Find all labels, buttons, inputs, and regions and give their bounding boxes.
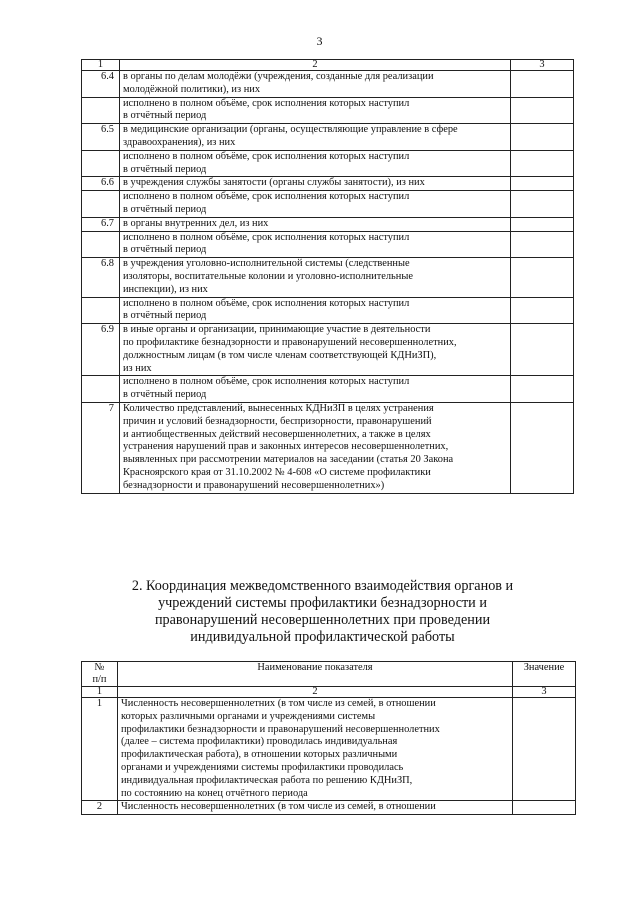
table-numbering-row — [82, 687, 576, 698]
row-value — [511, 191, 574, 218]
row-value — [511, 97, 574, 124]
row-text: исполнено в полном объёме, срок исполнения которых наступил в отчётный период — [120, 97, 511, 124]
table-column-header-row — [82, 662, 576, 687]
table-row — [82, 231, 574, 258]
row-number: 2 — [82, 801, 118, 815]
row-text: исполнено в полном объёме, срок исполнения которых наступил в отчётный период — [120, 191, 511, 218]
row-number: 6.7 — [82, 217, 120, 231]
table-row — [82, 150, 574, 177]
table-row — [82, 801, 576, 815]
row-text: в органы внутренних дел, из них — [120, 217, 511, 231]
row-number — [82, 97, 120, 124]
table-row — [82, 217, 574, 231]
row-value — [511, 402, 574, 493]
row-number: 1 — [82, 698, 118, 801]
row-number — [82, 150, 120, 177]
row-number — [82, 191, 120, 218]
row-text: в иные органы и организации, принимающие участие в деятельности по профилактике безнадзорности и правонарушений несовершеннолетних, должностным лицам (в том числе членам соответствующей КДНиЗП), из них — [120, 324, 511, 376]
header-col-1: 1 — [82, 60, 120, 71]
table-row — [82, 698, 576, 801]
table-row — [82, 71, 574, 98]
table-row — [82, 97, 574, 124]
table-header-row — [82, 60, 574, 71]
row-value — [511, 324, 574, 376]
row-text: в учреждения уголовно-исполнительной системы (следственные изоляторы, воспитательные колонии и уголовно-исполнительные инспекции), из них — [120, 258, 511, 297]
row-text: в учреждения службы занятости (органы службы занятости), из них — [120, 177, 511, 191]
col-header-value: Значение — [513, 662, 576, 687]
page-number: 3 — [316, 34, 323, 48]
row-text: Численность несовершеннолетних (в том числе из семей, в отношении которых различными органами и учреждениями системы профилактики безнадзорности и правонарушений несовершеннолетних (далее – система профилактики) проводилась индивидуальная профилактическая работа), в отношении которых различными органами и учреждениями системы профилактики проводилась индивидуальная профилактическая работа по решению КДНиЗП, по состоянию на конец отчётного периода — [118, 698, 513, 801]
report-table-part2 — [81, 661, 576, 815]
row-text: исполнено в полном объёме, срок исполнения которых наступил в отчётный период — [120, 231, 511, 258]
table-row — [82, 402, 574, 493]
numbering-col-3: 3 — [513, 687, 576, 698]
numbering-col-2: 2 — [118, 687, 513, 698]
report-table-part1 — [81, 59, 574, 494]
row-value — [511, 297, 574, 324]
row-text: Количество представлений, вынесенных КДНиЗП в целях устранения причин и условий безнадзорности, беспризорности, правонарушений и антиобщественных действий несовершеннолетних, а также в целях устранения нарушений прав и законных интересов несовершеннолетних, выявленных при рассмотрении материалов на заседании (статья 20 Закона Красноярского края от 31.10.2002 № 4-608 «О системе профилактики безнадзорности и правонарушений несовершеннолетних») — [120, 402, 511, 493]
row-number — [82, 297, 120, 324]
row-text: в органы по делам молодёжи (учреждения, созданные для реализации молодёжной политики), из них — [120, 71, 511, 98]
table-row — [82, 297, 574, 324]
row-text: исполнено в полном объёме, срок исполнения которых наступил в отчётный период — [120, 297, 511, 324]
row-value — [511, 258, 574, 297]
row-number: 6.4 — [82, 71, 120, 98]
row-value — [511, 376, 574, 403]
row-value — [511, 231, 574, 258]
row-number: 6.8 — [82, 258, 120, 297]
table-row — [82, 191, 574, 218]
row-text: в медицинские организации (органы, осуществляющие управление в сфере здравоохранения), из них — [120, 124, 511, 151]
table-row — [82, 324, 574, 376]
row-number: 7 — [82, 402, 120, 493]
section-heading: 2. Координация межведомственного взаимодействия органов и учреждений системы профилактики безнадзорности и правонарушений несовершеннолетних при проведении индивидуальной профилактической работы — [131, 578, 514, 645]
row-value — [513, 698, 576, 801]
row-number — [82, 231, 120, 258]
row-value — [511, 177, 574, 191]
numbering-col-1: 1 — [82, 687, 118, 698]
row-value — [511, 150, 574, 177]
row-value — [513, 801, 576, 815]
row-text: исполнено в полном объёме, срок исполнения которых наступил в отчётный период — [120, 150, 511, 177]
row-text: исполнено в полном объёме, срок исполнения которых наступил в отчётный период — [120, 376, 511, 403]
table-row — [82, 124, 574, 151]
table-row — [82, 376, 574, 403]
row-value — [511, 71, 574, 98]
header-col-2: 2 — [120, 60, 511, 71]
row-value — [511, 217, 574, 231]
table-row — [82, 258, 574, 297]
row-number: 6.6 — [82, 177, 120, 191]
row-number — [82, 376, 120, 403]
col-header-indicator-name: Наименование показателя — [118, 662, 513, 687]
table-row — [82, 177, 574, 191]
row-text: Численность несовершеннолетних (в том числе из семей, в отношении — [118, 801, 513, 815]
row-value — [511, 124, 574, 151]
header-col-3: 3 — [511, 60, 574, 71]
row-number: 6.5 — [82, 124, 120, 151]
row-number: 6.9 — [82, 324, 120, 376]
col-header-number: № п/п — [82, 662, 118, 687]
